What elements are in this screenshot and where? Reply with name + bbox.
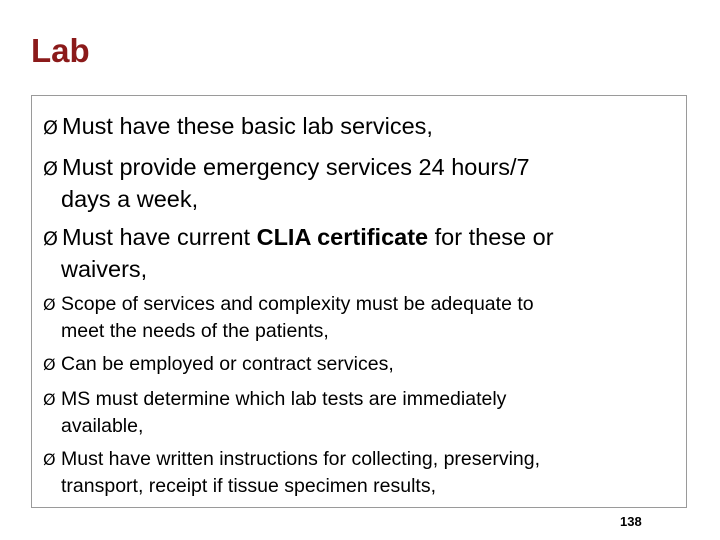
bullet-item [43,152,683,214]
bullet-text-bold: CLIA certificate [256,224,429,250]
bullet-text-continuation: days a week, [61,186,199,212]
bullet-text: Must have current [62,224,257,250]
bullet-text: Must provide emergency services 24 hours/7 [62,154,530,180]
bullet-item [43,291,683,344]
bullet-text: Can be employed or contract services, [61,353,394,375]
bullet-text: Must have written instructions for collecting, preserving, [61,448,541,470]
bullet-text: for these or [428,224,554,250]
arrow-bullet-icon: Ø [43,390,56,409]
arrow-bullet-icon: Ø [43,228,58,250]
page-number: 138 [620,514,642,529]
bullet-text-continuation: transport, receipt if tissue specimen results, [61,475,436,497]
bullet-text-continuation: waivers, [61,256,148,282]
arrow-bullet-icon: Ø [43,450,56,469]
bullet-text-continuation: available, [61,415,144,437]
bullet-item [43,222,683,284]
bullet-text-continuation: meet the needs of the patients, [61,320,329,342]
arrow-bullet-icon: Ø [43,117,58,139]
bullet-item [43,446,683,499]
bullet-text: Scope of services and complexity must be adequate to [61,293,534,315]
bullet-item [43,386,683,439]
arrow-bullet-icon: Ø [43,295,56,314]
bullet-text: MS must determine which lab tests are immediately [61,388,507,410]
bullet-item [43,111,683,143]
slide-title: Lab [31,32,90,69]
bullet-item [43,351,683,378]
arrow-bullet-icon: Ø [43,355,56,374]
bullet-text: Must have these basic lab services, [62,113,433,139]
arrow-bullet-icon: Ø [43,158,58,180]
